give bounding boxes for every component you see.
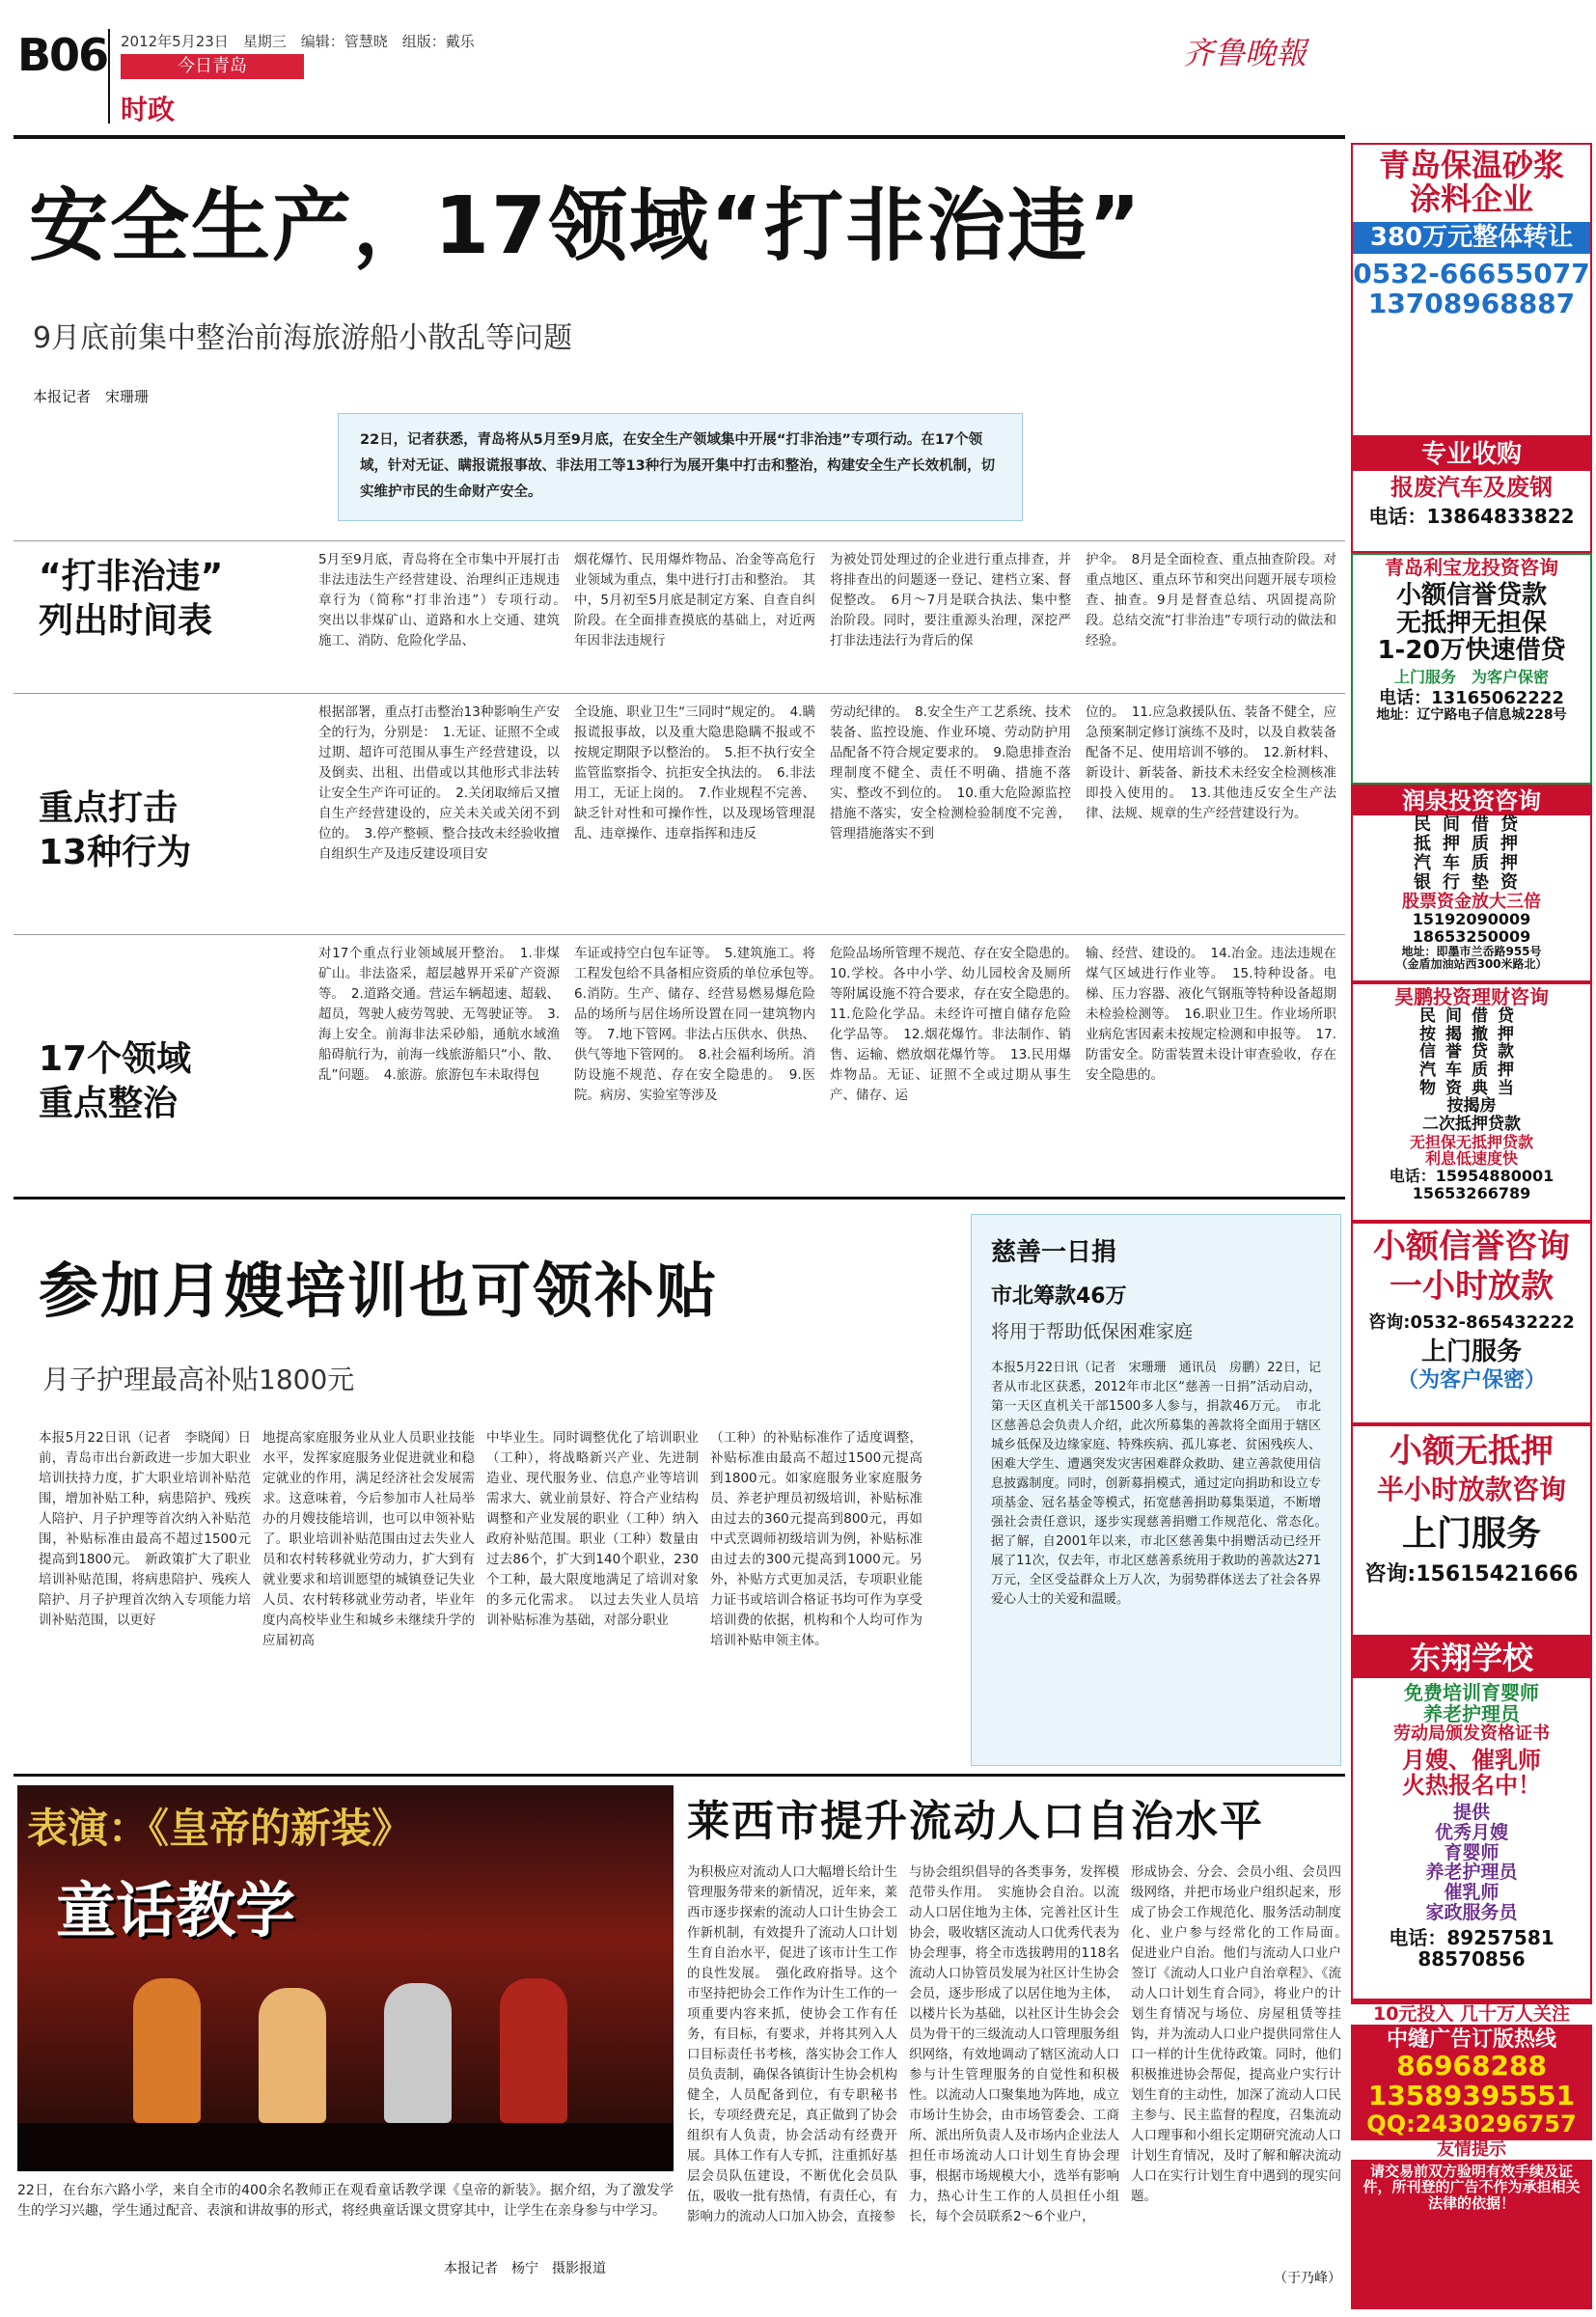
ad-line: 东翔学校 [1353, 1639, 1590, 1678]
ad-line: 上门服务 [1401, 1514, 1541, 1555]
ad-runquan [1351, 785, 1592, 982]
ad-line: 无抵押无担保 [1395, 608, 1547, 638]
ad-no-collateral [1351, 1424, 1592, 1637]
ad-line: 民间借贷 [1414, 814, 1529, 836]
ad-line: 利息低速度快 [1424, 1149, 1518, 1169]
ad-haopeng [1351, 982, 1592, 1222]
ad-libaolong [1351, 553, 1592, 785]
ad-line: 电话：13864833822 [1368, 504, 1575, 528]
ad-line: 按揭撤押 [1419, 1024, 1524, 1044]
ad-line: 1-20万快速借贷 [1377, 636, 1566, 666]
article-2-bottom-rule [14, 1774, 1345, 1777]
ad-line: 润泉投资咨询 [1353, 786, 1590, 815]
performer-figure [133, 1978, 201, 2123]
ad-line: 请交易前双方验明有效手续及证件，所刊登的广告不作为承担相关法律的依据！ [1362, 2162, 1581, 2212]
ad-line: 养老护理员 [1425, 1862, 1518, 1884]
ad-line: 一小时放款 [1390, 1267, 1554, 1307]
ad-line: 优秀月嫂 [1434, 1821, 1508, 1843]
ad-line: 86968288 [1396, 2050, 1547, 2083]
article-2-col-4: （工种）的补贴标准作了适度调整，补贴标准由最高不超过1500元提高到1800元。如家庭服务业家庭服务员、养老护理员初级培训，补贴标准由过去的360元提高到800元，再如中式烹调师初级培训为例，补贴标准由过去的300元提高到1000元。另外，补贴方式更加灵活，专项职业能力证书或培训合格证书均可作为享受培训费的依据，机构和个人均可作为培训补贴申领主体。 [710, 1430, 922, 1648]
ad-line: 0532-66655077 [1353, 257, 1590, 290]
stage-photo [17, 1785, 674, 2171]
ad-scrap-car [1351, 437, 1592, 553]
article-2-title: 参加月嫂培训也可领补贴 [39, 1255, 719, 1326]
article-3-col-2: 与协会组织倡导的各类事务，发挥模范带头作用。 实施协会自治。以流动人口居住地为主体，完善社区计生协会，吸收辖区流动人口优秀代表为协会理事，将全市选拔聘用的118名流动人口协管员发展为社区计生协会会员，逐步形成了以居住地为主体，以楼片长为基础，以社区计生协会会员为骨干的三级流动人口管理服务组织网络，有效地调动了辖区流动人口参与计生管理服务的自觉性和积极性。以流动人口聚集地为阵地，成立市场计生协会，由市场管委会、工商所、派出所负责人及市场内企业法人担任市场流动人口计划生育协会理事，根据市场规模大小，选举有影响力，热心计生工作的人员担任小组长，每个会员联系2～6个业户， [909, 1864, 1119, 2224]
ad-line: 友情提示 [1351, 2140, 1592, 2160]
ad-line: 青岛保温砂浆 [1378, 147, 1564, 183]
section-1-col-3: 为被处罚处理过的企业进行重点排查，并将排查出的问题逐一登记、建档立案、督促整改。 6月～7月是联合执法、集中整治阶段。同时，要注重源头治理，深挖严打非法违法行为背后的保 [830, 552, 1071, 648]
ad-line: 小额信誉贷款 [1395, 581, 1547, 610]
subsection-title: 时政 [121, 94, 176, 125]
article-2-col-2: 地提高家庭服务业从业人员职业技能水平，发挥家庭服务业促进就业和稳定就业的作用，满足经济社会发展需求。这意味着，今后参加市人社局举办的月嫂技能培训，也可以申领补贴了。职业培训补贴范围由过去失业人员和农村转移就业劳动力，扩大到有就业要求和培训愿望的城镇登记失业人员、农村转移就业劳动者，毕业年度内高校毕业生和城乡未继续升学的应届初高 [262, 1430, 475, 1648]
section-3-col-3: 危险品场所管理不规范、存在安全隐患的。 10.学校。各中小学、幼儿园校舍及厕所等附属设施不符合要求，存在安全隐患的。 11.危险化学品。未经许可擅自储存危险化学品等。 12.烟花爆竹。非法制作、销售、运输、燃放烟花爆竹等。 13.民用爆炸物品。无证、证照不全或过期从事生产、储存、运 [830, 946, 1085, 1103]
section-1-col-1: 5月至9月底，青岛将在全市集中开展打击非法违法生产经营建设、治理纠正违规违章行为（简称“打非治违”）专项行动。 突出以非煤矿山、道路和水上交通、建筑施工、消防、危险化学品、 [318, 552, 573, 648]
ad-line: 物资典当 [1419, 1078, 1524, 1098]
section-3-label-line1: 17个领域 [39, 1039, 192, 1079]
ad-line: 股票资金放大三倍 [1402, 891, 1541, 912]
ad-line: 13708968887 [1367, 287, 1576, 319]
ad-line: 银行垫资 [1414, 871, 1529, 893]
ad-line: 按揭房 [1446, 1096, 1497, 1117]
header-divider [108, 29, 110, 124]
performer-figure [500, 1978, 567, 2123]
ad-line: 上门服务 [1420, 1337, 1522, 1366]
newspaper-logo: 齐鲁晚報 [1182, 35, 1307, 71]
section-tab: 今日青岛 [121, 54, 304, 79]
section-2-label-line2: 13种行为 [39, 833, 192, 872]
ad-line: 电话：13165062222 [1379, 688, 1564, 709]
article-3-title: 莱西市提升流动人口自治水平 [687, 1797, 1264, 1846]
ad-line: 13589395551 [1367, 2079, 1576, 2111]
ad-line: 提供 [1452, 1801, 1490, 1823]
ad-line: （为客户保密） [1396, 1368, 1546, 1393]
article-1-lead: 22日，记者获悉，青岛将从5月至9月底，在安全生产领域集中开展“打非治违”专项行动。在17个领域，针对无证、瞒报谎报事故、非法用工等13种行为展开集中打击和整治，构建安全生产长效机制，切实维护市民的生命财产安全。 [338, 413, 1023, 521]
charity-body: 本报5月22日讯（记者 宋珊珊 通讯员 房鹏）22日，记者从市北区获悉，2012年市北区“慈善一日捐”活动启动，第一天区直机关干部1500多人参与，捐款46万元。 市北区慈善总会负责人介绍，此次所募集的善款将全面用于辖区城乡低保及边缘家庭、特殊疾病、孤儿寡老、贫困残疾人、困难大学生、遭遇突发灾害困难群众救助、建立善款使用信息披露制度。同时，创新募捐模式，通过定向捐助和设立专项基金、冠名基金等模式，拓宽慈善捐助募集渠道，不断增强社会责任意识，逐步实现慈善捐赠工作规范化、常态化。 据了解，自2001年以来，市北区慈善集中捐赠活动已经开展了11次，仅去年，市北区慈善系统用于救助的善款达271万元，全区受益群众上万人次，为弱势群体送去了社会各界爱心人士的关爱和温暖。 [991, 1361, 1335, 1607]
ad-line: 月嫂、催乳师 [1402, 1746, 1541, 1774]
section-2-col-3: 劳动纪律的。 8.安全生产工艺系统、技术装备、监控设施、作业环境、劳动防护用品配备不符合规定要求的。 9.隐患排查治理制度不健全、责任不明确、措施不落实、整改不到位的。 10.重大危险源监控措施不落实，安全检测检验制度不完善，管理措施落实不到 [830, 704, 1071, 841]
article-1-title: 安全生产，17领域“打非治违” [29, 180, 1142, 272]
ad-line: 免费培训育婴师 [1404, 1681, 1539, 1705]
ad-line: 无担保无抵押贷款 [1409, 1132, 1533, 1151]
audience-silhouette [17, 2123, 674, 2171]
ad-line: 育婴师 [1444, 1841, 1500, 1863]
ad-line: 信誉贷款 [1419, 1042, 1524, 1062]
ad-line: 地址：即墨市兰岙路955号 [1401, 944, 1542, 958]
ad-line: 青岛利宝龙投资咨询 [1385, 556, 1558, 579]
section-3-col-4: 输、经营、建设的。 14.冶金。违法违规在煤气区域进行作业等。 15.特种设备。电梯、压力容器、液化气钢瓶等特种设备超期未检验检测等。 16.职业卫生。作业场所职业病危害因素未按规定检测和申报等。 17.防雷安全。防雷装置未设计审查验收，存在安全隐患的。 [1086, 946, 1336, 1083]
charity-title: 慈善一日捐 [991, 1238, 1117, 1267]
section-1-col-4: 护伞。 8月是全面检查、重点抽查阶段。对重点地区、重点环节和突出问题开展专项检查、抽查。9月是督查总结、巩固提高阶段。总结交流“打非治违”专项行动的做法和经验。 [1086, 552, 1336, 648]
section-1-label-line1: “打非治违” [39, 557, 224, 596]
classified-ads-column [1351, 143, 1592, 2309]
photo-caption: 22日，在台东六路小学，来自全市的400余名教师正在观看童话教学课《皇帝的新装》。据介绍，为了激发学生的学习兴趣，学生通过配音、表演和讲故事的形式，将经典童话课文贯穿其中，让学生在亲身参与中学习。 [17, 2183, 674, 2219]
ad-line: 劳动局颁发资格证书 [1393, 1724, 1550, 1745]
photo-banner-text: 表演：《皇帝的新装》 [27, 1805, 413, 1852]
ad-line: 380万元整体转让 [1353, 222, 1590, 254]
ad-credit-consult [1351, 1222, 1592, 1424]
performer-figure [384, 1983, 452, 2123]
ad-line: 半小时放款咨询 [1376, 1474, 1566, 1506]
ad-line: 10元投入 几十万人关注 [1351, 2004, 1592, 2025]
ad-line: 养老护理员 [1423, 1702, 1520, 1726]
section-1-label-line2: 列出时间表 [39, 601, 213, 641]
section-2-col-1: 根据部署，重点打击整治13种影响生产安全的行为，分别是： 1.无证、证照不全或过期、超许可范围从事生产经营建设，以及倒卖、出租、出借或以其他形式非法转让安全生产许可证的。 2.关闭取缔后又擅自生产经营建设的，应关未关或关闭不到位的。 3.停产整顿、整合技改未经验收擅自组织生产及违反建设项目安 [318, 704, 560, 862]
article-2-subtitle: 月子护理最高补贴1800元 [42, 1364, 355, 1395]
article-3-col-1: 为积极应对流动人口大幅增长给计生管理服务带来的新情况，近年来，莱西市逐步探索的流动人口计生协会工作新机制，有效提升了流动人口计划生育自治水平，促进了该市计生工作的良性发展。 强化政府指导。这个市坚持把协会工作作为计生工作的一项重要内容来抓，使协会工作有任务，有目标，有要求，并将其列入人口目标责任书考核，落实协会工作人员负责制，确保各镇街计生协会机构健全，人员配备到位，有专职秘书长，专项经费充足，真正做到了协会组织有人负责，协会活动有经费开展。具体工作有人专抓，注重抓好基层会员队伍建设，不断优化会员队伍，吸收一批有热情，有责任心，有影响力的流动人口加入协会，直接参 [687, 1864, 897, 2224]
issue-meta: 2012年5月23日 星期三 编辑：管慧晓 组版：戴乐 [121, 33, 475, 50]
ad-line: 咨询:0532-865432222 [1368, 1311, 1575, 1333]
ad-line: 家政服务员 [1425, 1902, 1518, 1924]
performer-figure [259, 1988, 326, 2123]
section-2-col-2: 全设施、职业卫生“三同时”规定的。 4.瞒报谎报事故，以及重大隐患隐瞒不报或不按规定期限予以整治的。 5.拒不执行安全监管监察指令、抗拒安全执法的。 6.非法用工，无证上岗的。 7.作业规程不完善、缺乏针对性和可操作性，以及现场管理混乱、违章操作、违章指挥和违反 [574, 704, 815, 841]
ad-line: 中缝广告订版热线 [1386, 2027, 1556, 2052]
ad-line: 电话：89257581 [1389, 1926, 1555, 1950]
ad-line: 小额信誉咨询 [1373, 1227, 1570, 1266]
charity-subtitle: 市北筹款46万 [991, 1284, 1127, 1309]
ad-dongxiang-school [1351, 1637, 1592, 2000]
section-3-col-1: 对17个重点行业领域展开整治。 1.非煤矿山。非法盗采，超层越界开采矿产资源等。 2.道路交通。营运车辆超速、超载、超员，驾驶人疲劳驾驶、无驾驶证等。 3.海上安全。前海非法采砂船，通航水域渔船碍航行为，前海一线旅游船只“小、散、乱”问题。 4.旅游。旅游包车未取得包 [318, 946, 560, 1083]
ad-line: 电话：15954880001 [1389, 1167, 1555, 1185]
ad-line: 15192090009 [1412, 910, 1531, 929]
charity-deck: 将用于帮助低保困难家庭 [991, 1321, 1194, 1342]
ad-line: 汽车质押 [1414, 852, 1529, 873]
ad-line: 抵押质押 [1414, 834, 1529, 855]
ad-line: 二次抵押贷款 [1422, 1115, 1521, 1135]
ad-line: 涂料企业 [1409, 180, 1533, 218]
section-3-top-rule [14, 934, 1345, 935]
section-2-col-4: 位的。 11.应急救援队伍、装备不健全，应急预案制定修订演练不及时，以及自救装备配备不足、使用培训不够的。 12.新材料、新设计、新装备、新技术未经安全检测核准即投入使用的。 13.其他违反安全生产法律、法规、规章的生产经营建设行为。 [1086, 704, 1336, 821]
section-3-label-line2: 重点整治 [39, 1084, 179, 1123]
ad-line: 88570856 [1417, 1947, 1526, 1972]
ad-line: 报废汽车及废钢 [1390, 473, 1553, 501]
header-rule [14, 135, 1345, 139]
section-3-col-2: 车证或持空白包车证等。 5.建筑施工。将工程发包给不具备相应资质的单位承包等。 6.消防。生产、储存、经营易燃易爆危险品的场所与居住场所设置在同一建筑物内等。 7.地下管网。非法占压供水、供热、供气等地下管网的。 8.社会福利场所。消防设施不规范、存在安全隐患的。 9.医院。病房、实验室等涉及 [574, 946, 829, 1103]
ad-line: 18653250009 [1412, 926, 1531, 946]
page-number: B06 [17, 29, 108, 81]
section-2-top-rule [14, 693, 1345, 694]
ad-line: 民间借贷 [1419, 1007, 1524, 1026]
ad-line: 昊鹏投资理财咨询 [1394, 985, 1549, 1008]
ad-line: （金盾加油站西300米路北） [1395, 956, 1548, 971]
article-2-col-1: 本报5月22日讯（记者 李晓闻）日前，青岛市出台新政进一步加大职业培训扶持力度，扩大职业培训补贴范围，增加补贴工种，病患陪护、残疾人陪护、月子护理等首次纳入补贴范围，补贴标准由最高不超过1500元提高到1800元。 新政策扩大了职业培训补贴范围，将病患陪护、残疾人陪护、月子护理首次纳入专项能力培训补贴范围，以更好 [39, 1430, 251, 1628]
section-1-col-2: 烟花爆竹、民用爆炸物品、冶金等高危行业领域为重点，集中进行打击和整治。 其中，5月初至5月底是制定方案、自查自纠阶段。在全面排查摸底的基础上，对近两年因非法违规行 [574, 552, 815, 648]
photo-title: 童话教学 [56, 1875, 296, 1945]
section-1-top-rule [14, 540, 1345, 541]
ad-hotline [1351, 2000, 1592, 2309]
ad-line: QQ:2430296757 [1366, 2110, 1577, 2138]
ad-mortar-company [1351, 143, 1592, 437]
article-2-col-3: 中毕业生。同时调整优化了培训职业（工种），将战略新兴产业、先进制造业、现代服务业、信息产业等培训需求大、就业前景好、符合产业结构调整和产业发展的职业（工种）纳入政府补贴范围。职业（工种）数量由过去86个，扩大到140个职业，230个工种，最大限度地满足了培训对象的多元化需求。 以过去失业人员培训补贴标准为基础，对部分职业 [486, 1430, 699, 1628]
ad-line: 地址：辽宁路电子信息城228号 [1376, 707, 1567, 724]
charity-box [971, 1214, 1341, 1766]
article-3-col-3: 形成协会、分会、会员小组、会员四级网络，并把市场业户组织起来，形成了协会工作规范化、服务活动制度化、业户参与经常化的工作局面。 促进业户自治。他们与流动人口业户签订《流动人口业户自治章程》、《流动人口计划生育合同》，将业户的计划生育情况与场位、房屋租赁等挂钩，并为流动人口业户提供同常住人口一样的计生优待政策。同时，他们积极推进协会帮促，提高业户实行计划生育的主动性，加深了流动人口民主参与、民主监督的程度，召集流动人口理事和小组长定期研究流动人口计划生育情况，及时了解和解决流动人口在实行计划生育中遇到的现实问题。 [1131, 1864, 1355, 2204]
article-1-bottom-rule [14, 1197, 1345, 1200]
ad-line: 咨询:15615421666 [1364, 1561, 1579, 1586]
ad-line: 小额无抵押 [1390, 1432, 1554, 1471]
article-1-byline: 本报记者 宋珊珊 [33, 388, 150, 405]
ad-line: 专业收购 [1353, 439, 1590, 471]
ad-line: 催乳师 [1444, 1882, 1500, 1904]
ad-line: 火热报名中！ [1402, 1772, 1541, 1800]
ad-line: 上门服务 为客户保密 [1393, 667, 1549, 686]
article-1-subtitle: 9月底前集中整治前海旅游船小散乱等问题 [33, 321, 573, 355]
photo-credit: 本报记者 杨宁 摄影报道 [444, 2261, 606, 2276]
ad-line: 15653266789 [1412, 1183, 1531, 1202]
ad-line: 汽车质押 [1419, 1061, 1524, 1081]
section-2-label-line1: 重点打击 [39, 788, 179, 828]
article-3-author: （于乃峰） [1274, 2271, 1341, 2286]
